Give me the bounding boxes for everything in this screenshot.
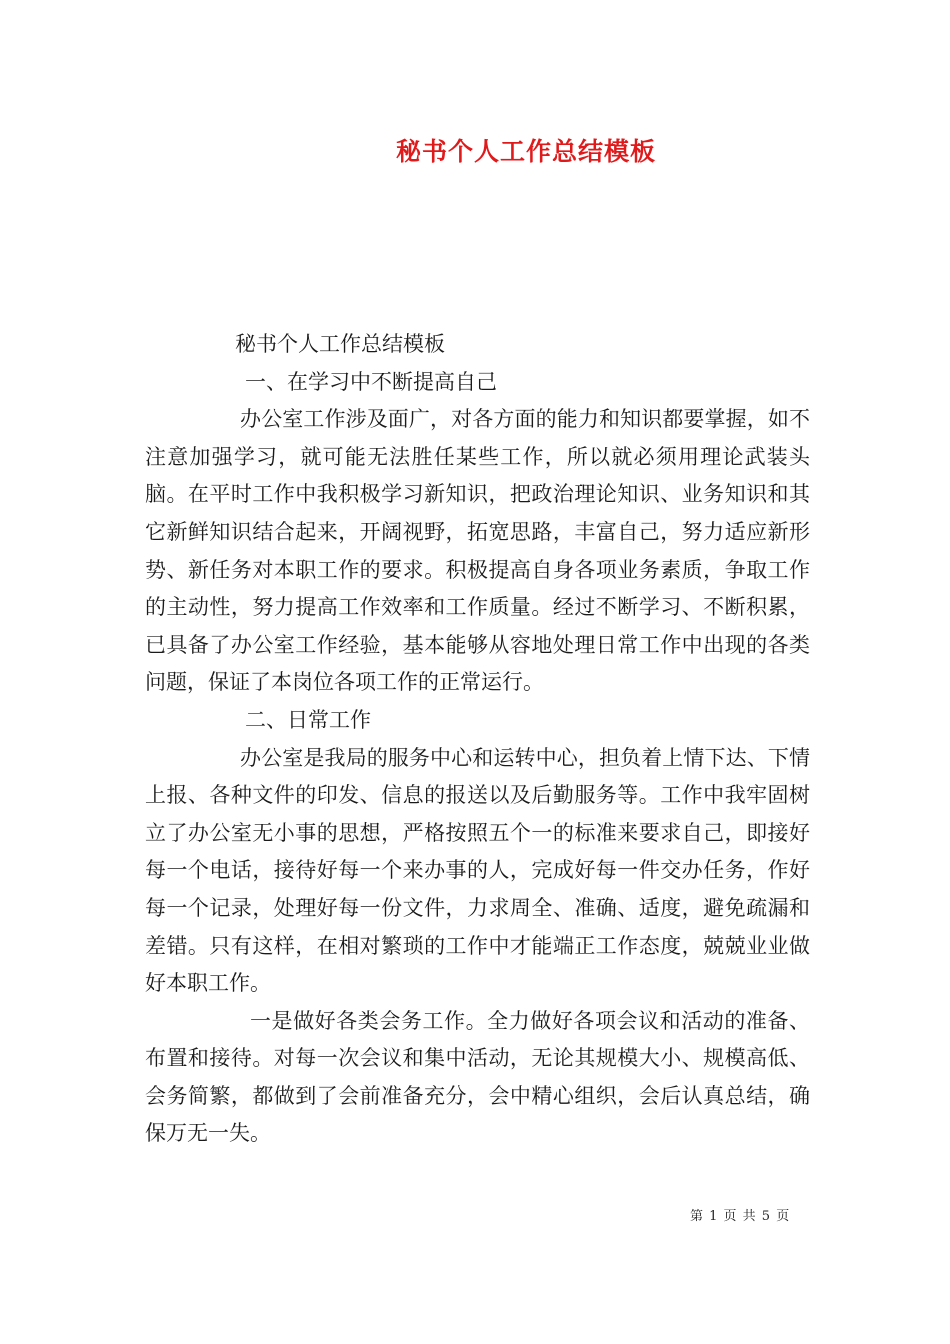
- section-1-paragraph: 办公室工作涉及面广，对各方面的能力和知识都要掌握，如不注意加强学习，就可能无法胜任某些工作，所以就必须用理论武装头脑。在平时工作中我积极学习新知识，把政治理论知识、业务知识和其它新鲜知识结合起来，开阔视野，拓宽思路，丰富自己，努力适应新形势、新任务对本职工作的要求。积极提高自身各项业务素质，争取工作的主动性，努力提高工作效率和工作质量。经过不断学习、不断积累，已具备了办公室工作经验，基本能够从容地处理日常工作中出现的各类问题，保证了本岗位各项工作的正常运行。: [145, 407, 810, 695]
- section-2-heading: 二、日常工作: [245, 707, 371, 732]
- point-1-paragraph: 一是做好各类会务工作。全力做好各项会议和活动的准备、布置和接待。对每一次会议和集中活动，无论其规模大小、规模高低、会务简繁，都做到了会前准备充分，会中精心组织，会后认真总结，确保万无一失。: [145, 1008, 810, 1146]
- section-2-paragraph: 办公室是我局的服务中心和运转中心，担负着上情下达、下情上报、各种文件的印发、信息的报送以及后勤服务等。工作中我牢固树立了办公室无小事的思想，严格按照五个一的标准来要求自己，即接好每一个电话，接待好每一个来办事的人，完成好每一件交办任务，作好每一个记录，处理好每一份文件，力求周全、准确、适度，避免疏漏和差错。只有这样，在相对繁琐的工作中才能端正工作态度，兢兢业业做好本职工作。: [145, 745, 810, 996]
- page-number: 第 1 页 共 5 页: [690, 1209, 791, 1224]
- document-subtitle: 秘书个人工作总结模板: [235, 332, 445, 356]
- document-body: [145, 326, 810, 1153]
- page-title: 秘书个人工作总结模板: [395, 137, 656, 166]
- section-1-heading: 一、在学习中不断提高自己: [245, 369, 497, 394]
